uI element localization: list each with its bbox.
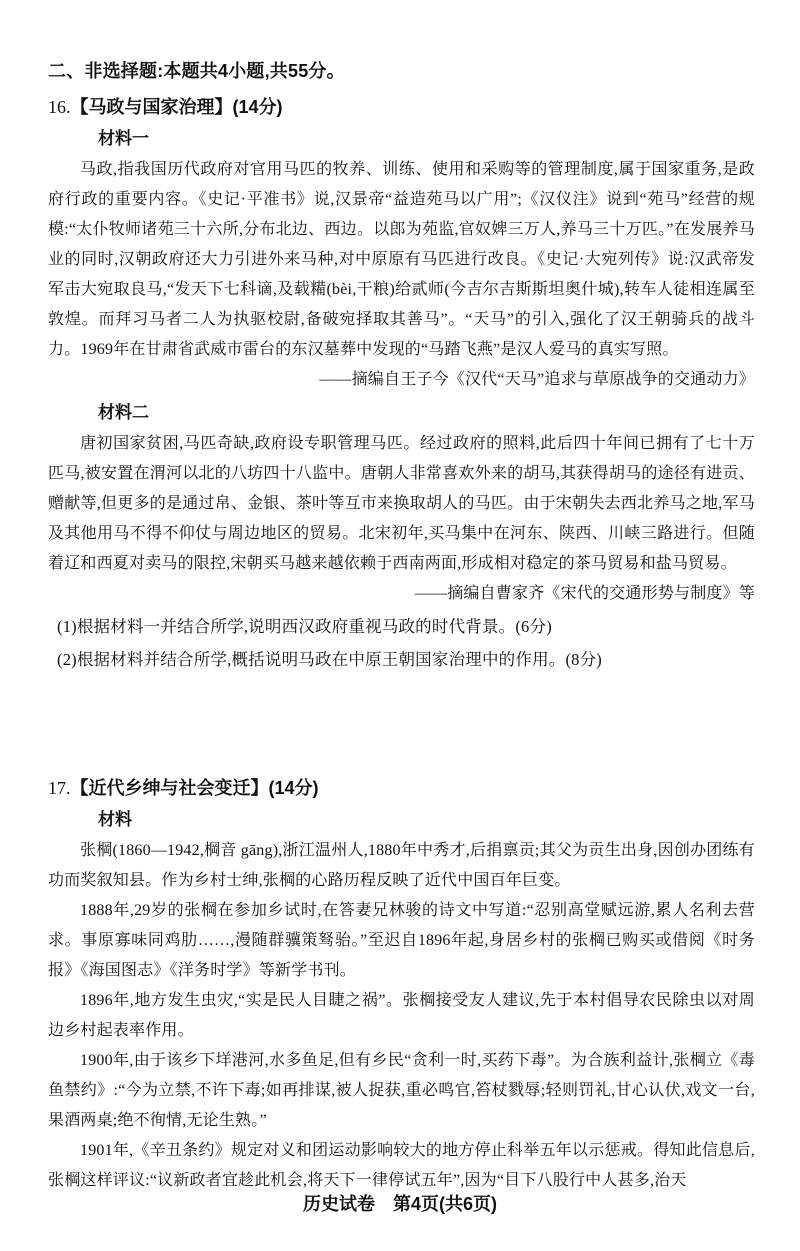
q16-material2-label: 材料二	[98, 403, 149, 422]
q17-material-label: 材料	[98, 810, 132, 829]
q16-material1-text: 马政,指我国历代政府对官用马匹的牧养、训练、使用和采购等的管理制度,属于国家重务,是政府行政的重要内容。《史记·平准书》说,汉景帝“益造苑马以广用”;《汉仪注》说到“苑马”经营的规模:“太仆牧师诸苑三十六所,分布北边、西边。以郎为苑监,官奴婢三万人,养马三十万匹。”在发展养马业的同时,汉朝政府还大力引进外来马种,对中原原有马匹进行改良。《史记·大宛列传》说:汉武帝发军击大宛取良马,“发天下七科谪,及载糒(bèi,干粮)给贰师(今吉尔吉斯斯坦奥什城),转车人徒相连属至敦煌。而拜习马者二人为执驱校尉,备破宛择取其善马”。“天马”的引入,强化了汉王朝骑兵的战斗力。1969年在甘肃省武威市雷台的东汉墓葬中发现的“马踏飞燕”是汉人爱马的真实写照。	[48, 161, 755, 358]
footer-page-number: 第4页(共6页)	[392, 1194, 497, 1214]
question-17-number: 17.	[48, 778, 71, 798]
q16-material2-source: ——摘编自曹家齐《宋代的交通形势与制度》等	[414, 585, 755, 602]
q16-material1-source: ——摘编自王子今《汉代“天马”追求与草原战争的交通动力》	[319, 371, 755, 388]
question-16-number: 16.	[48, 97, 71, 117]
q16-subquestion-2: (2)根据材料并结合所学,概括说明马政在中原王朝国家治理中的作用。(8分)	[57, 650, 603, 669]
question-17-title: 【近代乡绅与社会变迁】(14分)	[70, 778, 319, 798]
q17-paragraph-1: 张棡(1860—1942,棡音 gāng),浙江温州人,1880年中秀才,后捐禀贡;其父为贡生出身,因创办团练有功而奖叙知县。作为乡村士绅,张棡的心路历程反映了近代中国百年巨变。	[48, 842, 755, 889]
question-16-title: 【马政与国家治理】(14分)	[70, 97, 283, 117]
q16-material2-text: 唐初国家贫困,马匹奇缺,政府设专职管理马匹。经过政府的照料,此后四十年间已拥有了七十万匹马,被安置在渭河以北的八坊四十八监中。唐朝人非常喜欢外来的胡马,其获得胡马的途径有进贡、赠献等,但更多的是通过帛、金银、茶叶等互市来换取胡人的马匹。由于宋朝失去西北养马之地,军马及其他用马不得不仰仗与周边地区的贸易。北宋初年,买马集中在河东、陕西、川峡三路进行。但随着辽和西夏对卖马的限控,宋朝买马越来越依赖于西南两面,形成相对稳定的茶马贸易和盐马贸易。	[48, 435, 755, 572]
q17-paragraph-4: 1900年,由于该乡下垟港河,水多鱼足,但有乡民“贪利一时,买药下毒”。为合族利益计,张棡立《毒鱼禁约》:“今为立禁,不许下毒;如再排谋,被人捉获,重必鸣官,笞杖戮辱;轻则罚礼,甘心认伏,戏文一台,果酒两桌;绝不徇情,无论生熟。”	[48, 1052, 755, 1129]
section-header: 二、非选择题:本题共4小题,共55分。	[48, 61, 345, 81]
footer-paper-title: 历史试卷	[302, 1194, 375, 1214]
page-footer	[0, 1190, 800, 1218]
question-16-title-line	[48, 93, 755, 121]
q17-paragraph-2: 1888年,29岁的张棡在参加乡试时,在答妻兄林骏的诗文中写道:“忍别高堂赋远游,累人名利去营求。事原寡味同鸡肋……,漫随群骥策驽骀。”至迟自1896年起,身居乡村的张棡已购买或借阅《时务报》《海国图志》《洋务时学》等新学书刊。	[48, 902, 755, 979]
q16-material1-label: 材料一	[98, 129, 149, 148]
q16-subquestion-1: (1)根据材料一并结合所学,说明西汉政府重视马政的时代背景。(6分)	[57, 617, 552, 636]
q17-paragraph-5: 1901年,《辛丑条约》规定对义和团运动影响较大的地方停止科举五年以示惩戒。得知此信息后,张棡这样评议:“议新政者宜趁此机会,将天下一律停试五年”,因为“目下八股行中人甚多,治天	[48, 1142, 755, 1189]
question-17-title-line	[48, 774, 755, 802]
q17-paragraph-3: 1896年,地方发生虫灾,“实是民人目睫之祸”。张棡接受友人建议,先于本村倡导农民除虫以对周边乡村起表率作用。	[48, 992, 755, 1039]
answer-space	[48, 675, 755, 765]
